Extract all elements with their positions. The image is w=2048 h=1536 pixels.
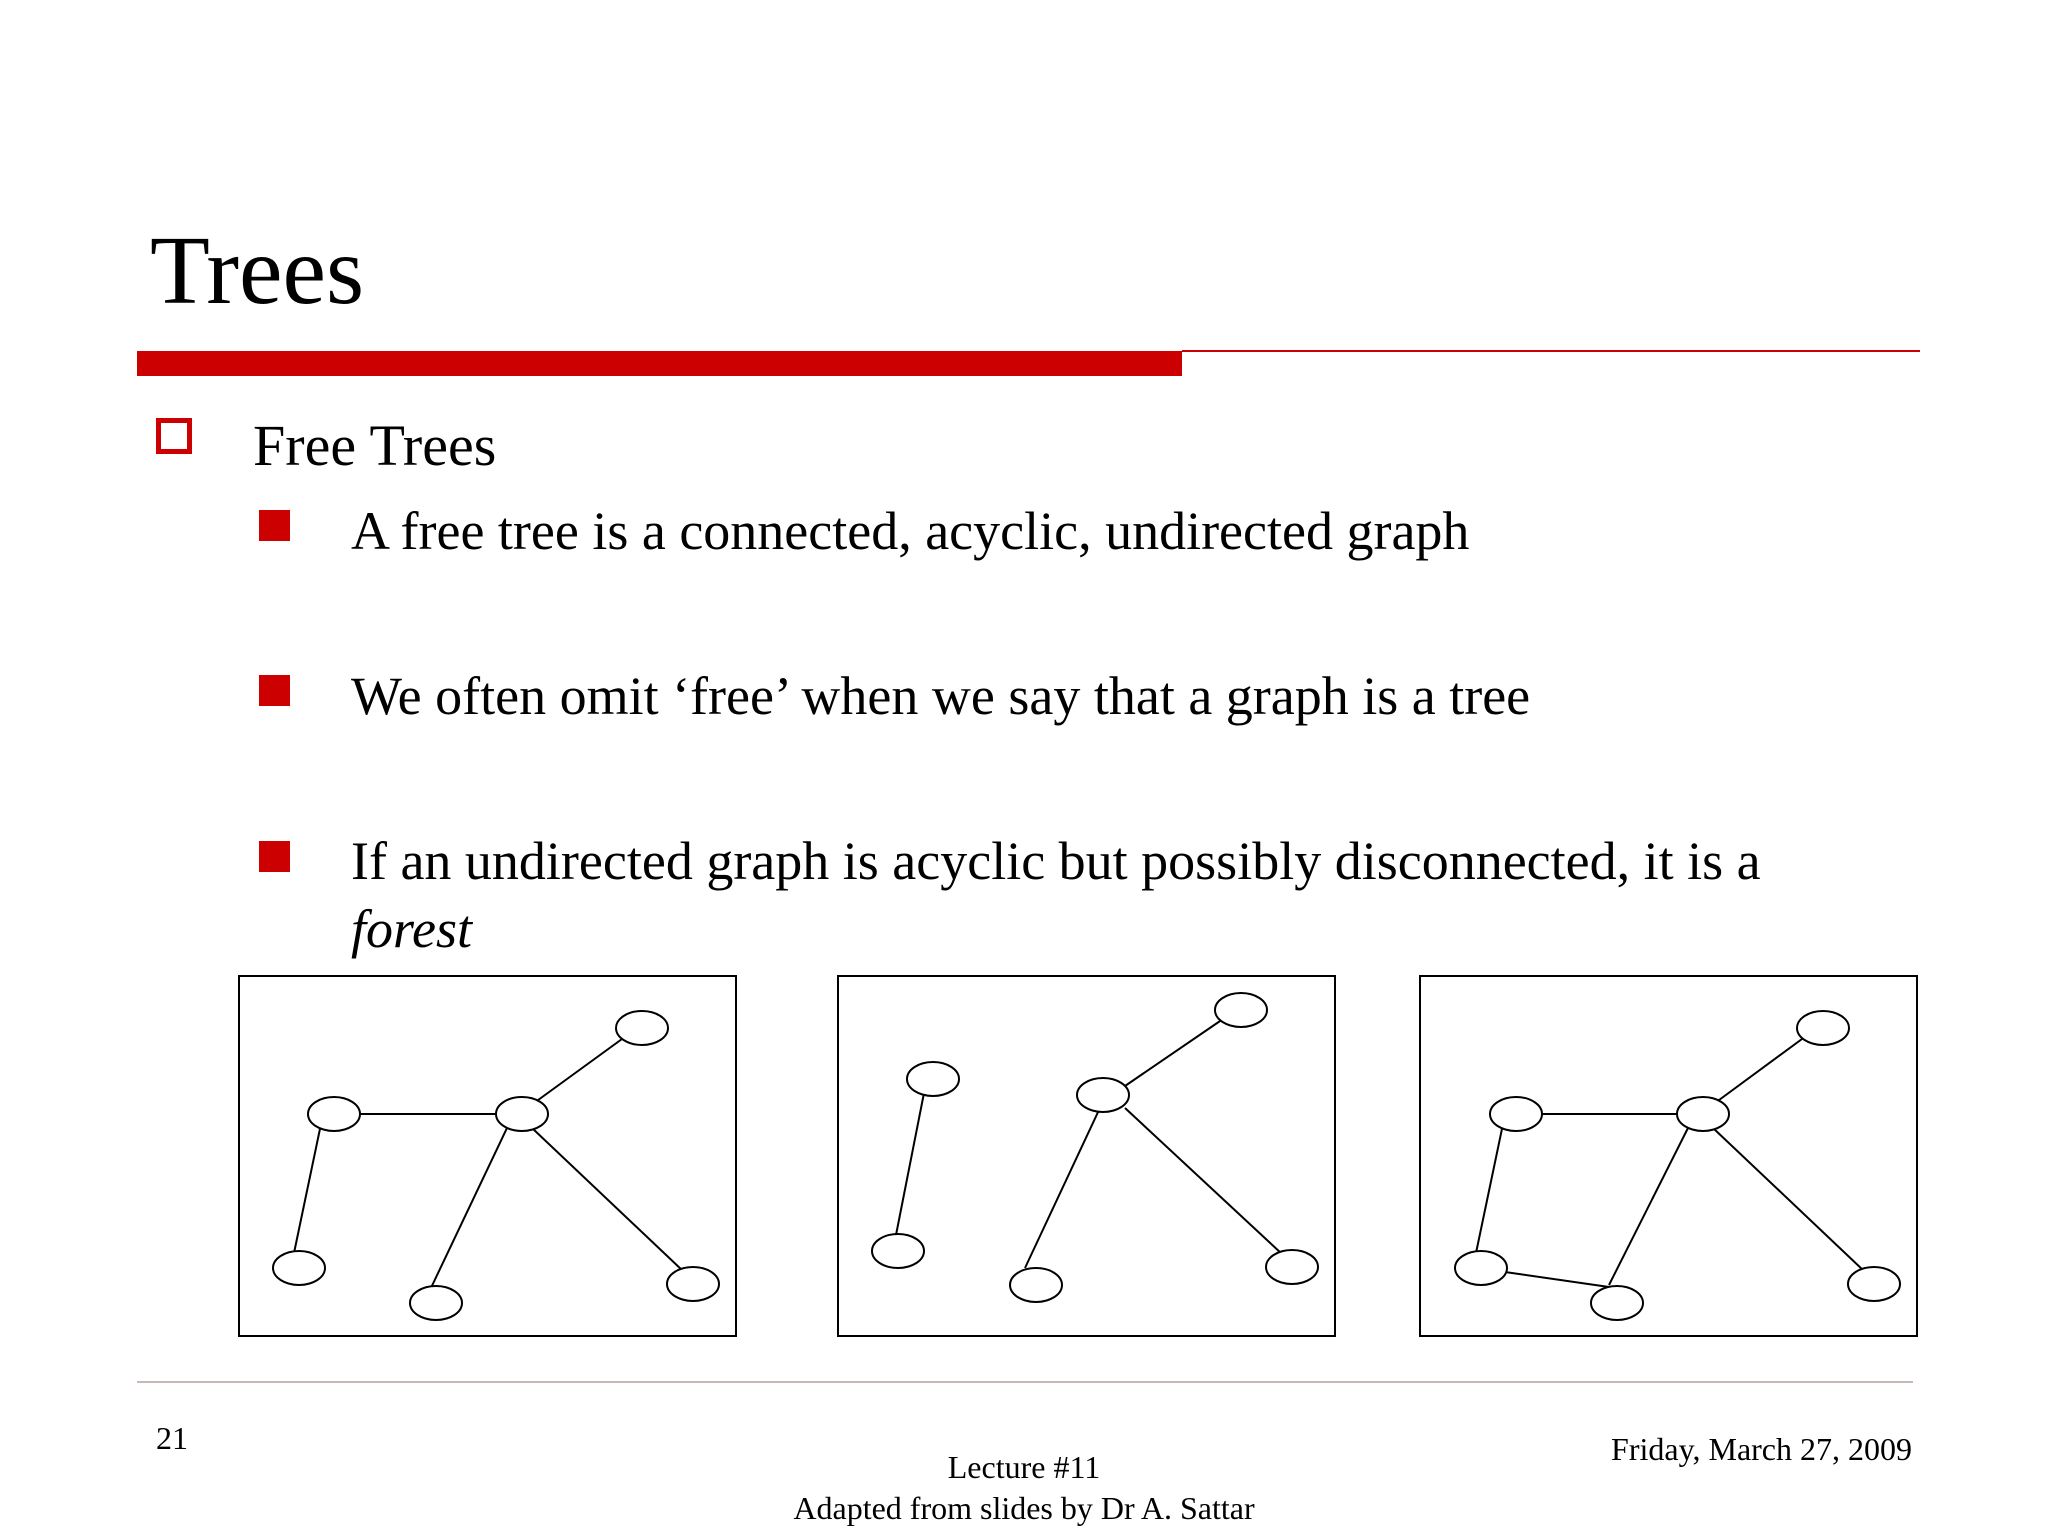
graph-node bbox=[872, 1234, 924, 1268]
footer-rule bbox=[137, 1381, 1913, 1383]
footer-credit: Adapted from slides by Dr A. Sattar bbox=[793, 1490, 1255, 1526]
graph-node bbox=[1677, 1097, 1729, 1131]
graph-node bbox=[1266, 1250, 1318, 1284]
footer-date: Friday, March 27, 2009 bbox=[1611, 1431, 1912, 1467]
cyclic-graph-diagrams bbox=[1420, 976, 1917, 1336]
graph-node bbox=[1455, 1251, 1507, 1285]
graph-node bbox=[410, 1286, 462, 1320]
graph-node bbox=[1010, 1268, 1062, 1302]
graph-node bbox=[1797, 1011, 1849, 1045]
graph-node bbox=[1077, 1078, 1129, 1112]
graph-node bbox=[273, 1251, 325, 1285]
graph-node bbox=[308, 1097, 360, 1131]
graph-node bbox=[1490, 1097, 1542, 1131]
page-number: 21 bbox=[156, 1420, 188, 1456]
tree-diagram bbox=[239, 976, 736, 1336]
forest-term: forest bbox=[351, 899, 472, 959]
graph-node bbox=[1215, 993, 1267, 1027]
graph-node bbox=[1591, 1286, 1643, 1320]
slide-title: Trees bbox=[150, 217, 365, 325]
bullet-omit-free: We often omit ‘free’ when we say that a graph is a tree bbox=[351, 666, 1531, 726]
bullet-forest-text: If an undirected graph is acyclic but possibly disconnected, it is a bbox=[351, 831, 1761, 891]
bullet-free-trees: Free Trees bbox=[253, 413, 497, 478]
graph-node bbox=[1848, 1267, 1900, 1301]
graph-node bbox=[496, 1097, 548, 1131]
bullet-definition: A free tree is a connected, acyclic, undirected graph bbox=[351, 501, 1470, 561]
graph-node bbox=[667, 1267, 719, 1301]
graph-node bbox=[907, 1062, 959, 1096]
graph-node bbox=[616, 1011, 668, 1045]
footer-lecture: Lecture #11 bbox=[947, 1449, 1101, 1485]
forest-diagram bbox=[838, 976, 1335, 1336]
